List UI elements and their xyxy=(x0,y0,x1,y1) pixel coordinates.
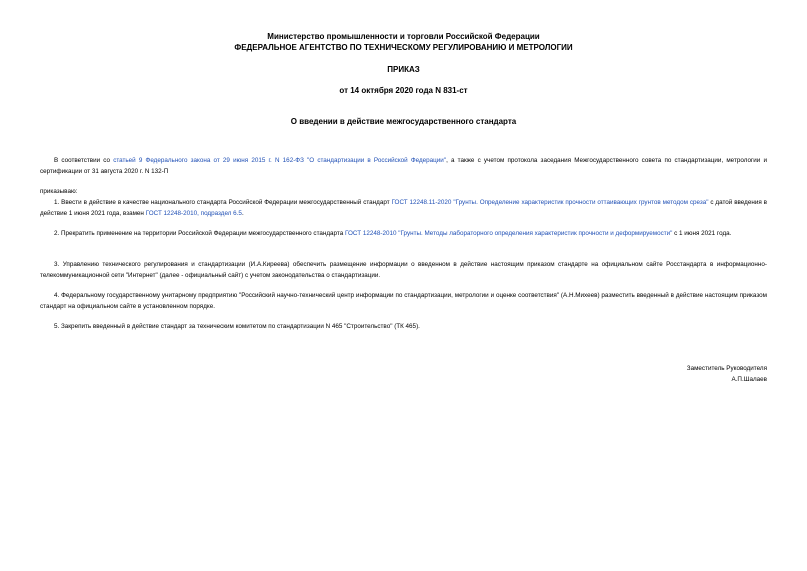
order-item-4: 4. Федеральному государственному унитарному предприятию "Российский научно-технический центр информации по стандартизации, метрологии и оценке соответствия" (А.Н.Михеев) разместить введенный в действие настоящим приказом стандарт на официальном сайте в установленном порядке. xyxy=(40,292,767,310)
item2-text-after: с 1 июня 2021 года. xyxy=(672,230,732,237)
signature-name: А.П.Шалаев xyxy=(731,376,767,383)
gost-12248-2010-link[interactable]: ГОСТ 12248-2010 "Грунты. Методы лабораторного определения характеристик прочности и деформируемости" xyxy=(344,230,673,237)
federal-law-link[interactable]: статьей 9 Федерального закона от 29 июня 2015 г. N 162-ФЗ "О стандартизации в Российской Федерации" xyxy=(113,157,447,164)
agency-name: ФЕДЕРАЛЬНОЕ АГЕНТСТВО ПО ТЕХНИЧЕСКОМУ РЕГУЛИРОВАНИЮ И МЕТРОЛОГИИ xyxy=(234,43,573,52)
item2-text-before: 2. Прекратить применение на территории Российской Федерации межгосударственного стандарта xyxy=(54,230,345,237)
item1-text-after: . xyxy=(241,210,244,217)
order-item-1 xyxy=(40,197,767,219)
order-word: приказываю: xyxy=(40,188,78,195)
ministry-name: Министерство промышленности и торговли Российской Федерации xyxy=(267,32,540,41)
item1-text-before: 1. Ввести в действие в качестве национального стандарта Российской Федерации межгосударственный стандарт xyxy=(54,199,392,206)
document-type: ПРИКАЗ xyxy=(387,65,420,74)
preamble-paragraph xyxy=(40,155,767,177)
order-item-3: 3. Управлению технического регулирования и стандартизации (И.А.Киреева) обеспечить размещение информации о введенном в действие настоящим приказом стандарте на официальном сайте Росстандарта в информационно-телекоммуникационной сети "Интернет" (далее - официальный сайт) с учетом законодательства о стандартизации. xyxy=(40,261,767,279)
item1-text-middle: с датой введения в действие 1 июня 2021 года, взамен xyxy=(40,199,767,217)
gost-12248-11-2020-link[interactable]: ГОСТ 12248.11-2020 "Грунты. Определение характеристик прочности оттаивающих грунтов методом среза" xyxy=(391,199,709,206)
document-date-number: от 14 октября 2020 года N 831-ст xyxy=(339,86,468,95)
signature-position: Заместитель Руководителя xyxy=(686,365,767,372)
preamble-text-after: , а также с учетом протокола заседания Межгосударственного совета по стандартизации, метрологии и сертификации от 31 августа 2020 г. N 132-П xyxy=(40,157,767,175)
order-item-5: 5. Закрепить введенный в действие стандарт за техническим комитетом по стандартизации N 465 "Строительство" (ТК 465). xyxy=(54,323,420,330)
gost-12248-2010-subsection-link[interactable]: ГОСТ 12248-2010, подраздел 6.5 xyxy=(145,210,242,217)
order-item-2 xyxy=(40,228,767,239)
document-title: О введении в действие межгосударственного стандарта xyxy=(290,117,517,126)
preamble-text-before: В соответствии со xyxy=(54,157,114,164)
